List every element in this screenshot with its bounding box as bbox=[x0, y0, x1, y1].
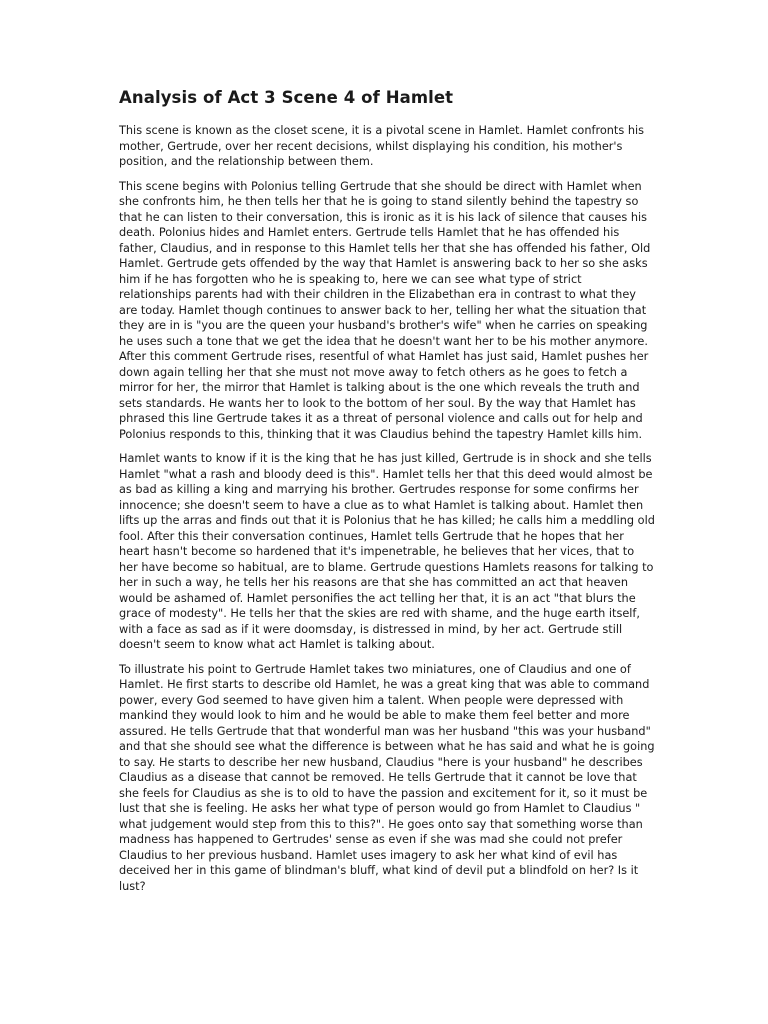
paragraph-killing: Hamlet wants to know if it is the king that he has just killed, Gertrude is in shock and she tells Hamlet "what a rash and bloody deed is this". Hamlet tells her that this deed would almost be as bad as killing a king and marrying his brother. Gertrudes response for some confirms her innocence; she doesn't seem to have a clue as to what Hamlet is talking about. Hamlet then lifts up the arras and finds out that it is Polonius that he has killed; he calls him a meddling old fool. After this their conversation continues, Hamlet tells Gertrude that he hopes that her heart hasn't become so hardened that it's impenetrable, he believes that her vices, that to her have become so habitual, are to blame. Gertrude questions Hamlets reasons for talking to her in such a way, he tells her his reasons are that she has committed an act that heaven would be ashamed of. Hamlet personifies the act telling her that, it is an act "that blurs the grace of modesty". He tells her that the skies are red with shame, and the huge earth itself, with a face as sad as if it were doomsday, is distressed in mind, by her act. Gertrude still doesn't seem to know what act Hamlet is talking about. bbox=[119, 452, 655, 651]
paragraph-intro: This scene is known as the closet scene, it is a pivotal scene in Hamlet. Hamlet confronts his mother, Gertrude, over her recent decisions, whilst displaying his condition, his mother's position, and the relationship between them. bbox=[119, 124, 645, 168]
document-title: Analysis of Act 3 Scene 4 of Hamlet bbox=[119, 88, 454, 107]
paragraph-polonius: This scene begins with Polonius telling Gertrude that she should be direct with Hamlet when she confronts him, he then tells her that he is going to stand silently behind the tapestry so that he can listen to their conversation, this is ironic as it is his lack of silence that causes his death. Polonius hides and Hamlet enters. Gertrude tells Hamlet that he has offended his father, Claudius, and in response to this Hamlet tells her that she has offended his father, Old Hamlet. Gertrude gets offended by the way that Hamlet is answering back to her so she asks him if he has forgotten who he is speaking to, here we can see what type of strict relationships parents had with their children in the Elizabethan era in contrast to what they are today. Hamlet though continues to answer back to her, telling her what the situation that they are in is "you are the queen your husband's brother's wife" when he carries on speaking he uses such a tone that we get the idea that he doesn't want her to be his mother anymore. After this comment Gertrude rises, resentful of what Hamlet has just said, Hamlet pushes her down again telling her that she must not move away to fetch others as he goes to fetch a mirror for her, the mirror that Hamlet is talking about is the one which reveals the truth and sets standards. He wants her to look to the bottom of her soul. By the way that Hamlet has phrased this line Gertrude takes it as a threat of personal violence and calls out for help and Polonius responds to this, thinking that it was Claudius behind the tapestry Hamlet kills him. bbox=[119, 179, 651, 441]
paragraph-miniatures: To illustrate his point to Gertrude Hamlet takes two miniatures, one of Claudius and one of Hamlet. He first starts to describe old Hamlet, he was a great king that was able to command power, every God seemed to have given him a talent. When people were depressed with mankind they would look to him and he would be able to make them feel better and more assured. He tells Gertrude that that wonderful man was her husband "this was your husband" and that she should see what the difference is between what he has said and what he is going to say. He starts to describe her new husband, Claudius "here is your husband" he describes Claudius as a disease that cannot be removed. He tells Gertrude that it cannot be love that she feels for Claudius as she is to old to have the passion and excitement for it, so it must be lust that she is feeling. He asks her what type of person would go from Hamlet to Claudius " what judgement would step from this to this?". He goes onto say that something worse than madness has happened to Gertrudes' sense as even if she was mad she could not prefer Claudius to her previous husband. Hamlet uses imagery to ask her what kind of evil has deceived her in this game of blindman's bluff, what kind of devil put a blindfold on her? Is it lust? bbox=[119, 662, 655, 893]
document-page bbox=[119, 88, 655, 903]
